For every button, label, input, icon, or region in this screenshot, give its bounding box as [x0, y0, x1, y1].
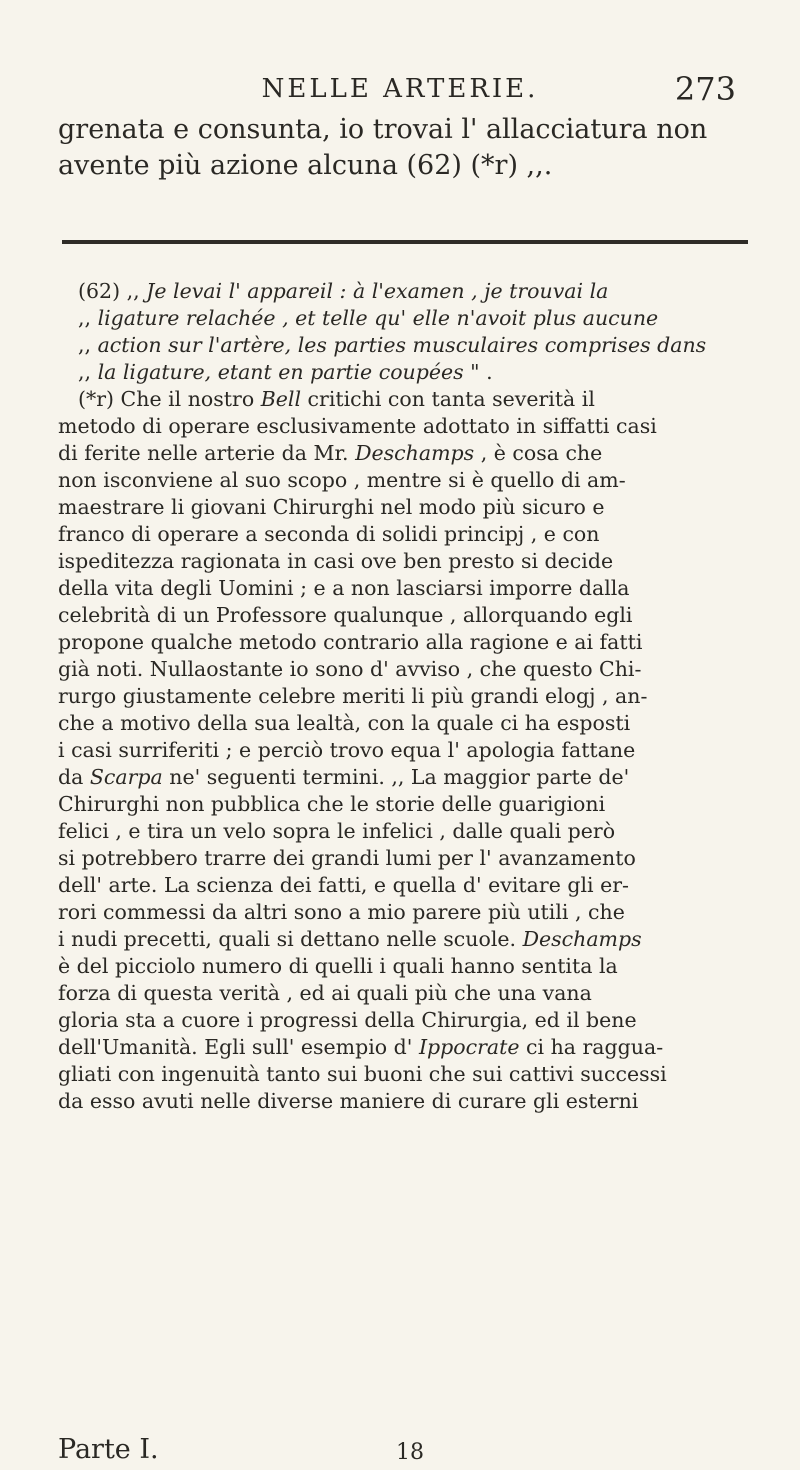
running-title: NELLE ARTERIE. [261, 74, 539, 104]
italic-text: Deschamps [355, 441, 475, 465]
footnote-line [58, 1061, 764, 1088]
text-segment: " . [463, 360, 493, 384]
footnote-line [58, 737, 764, 764]
text-segment: ,, [78, 333, 98, 357]
footnote-line [58, 980, 764, 1007]
text-segment: forza di questa verità , ed ai quali più che una vana [58, 981, 592, 1005]
footnote-line [58, 575, 764, 602]
text-segment: rurgo giustamente celebre meriti li più grandi elogj , an- [58, 684, 648, 708]
page-number: 273 [674, 70, 736, 108]
italic-text: la ligature, etant en partie coupées [97, 360, 464, 384]
footnote-line [58, 656, 764, 683]
text-segment: maestrare li giovani Chirurghi nel modo più sicuro e [58, 495, 605, 519]
footnote-line [58, 602, 764, 629]
italic-text: Scarpa [89, 765, 163, 789]
text-segment: già noti. Nullaostante io sono d' avviso , che questo Chi- [58, 657, 642, 681]
running-header [0, 70, 800, 110]
text-segment: ,, [78, 306, 98, 330]
footnote-line [58, 683, 764, 710]
text-segment: da esso avuti nelle diverse maniere di curare gli esterni [58, 1089, 639, 1113]
main-text-line: avente più azione alcuna (62) (*r) ,,. [58, 150, 553, 181]
footnote-line [58, 548, 764, 575]
footnote-line [58, 467, 764, 494]
text-segment: ci ha ragguа- [519, 1035, 664, 1059]
signature-label: Parte I. [58, 1434, 159, 1465]
footnote-line [58, 386, 764, 413]
text-segment: di ferite nelle arterie da Mr. [58, 441, 356, 465]
text-segment: che a motivo della sua lealtà, con la quale ci ha esposti [58, 711, 631, 735]
footnote-line [58, 521, 764, 548]
footnote-line [58, 332, 764, 359]
text-segment: gliati con ingenuità tanto sui buoni che sui cattivi successi [58, 1062, 667, 1086]
footnote-line [58, 278, 764, 305]
italic-text: action sur l'artère, les parties musculaires comprises dans [97, 333, 707, 357]
text-segment: ne' seguenti termini. ,, La maggior parte de' [162, 765, 630, 789]
text-segment: (62) ,, [78, 279, 147, 303]
page-footer [0, 1434, 800, 1470]
text-segment: celebrità di un Professore qualunque , allorquando egli [58, 603, 633, 627]
italic-text: Je levai l' appareil : à l'examen , je trouvai la [146, 279, 609, 303]
footnote-line [58, 818, 764, 845]
footnote-line [58, 629, 764, 656]
text-segment: i nudi precetti, quali si dettano nelle scuole. [58, 927, 523, 951]
text-segment: dell' arte. La scienza dei fatti, e quella d' evitare gli er- [58, 873, 629, 897]
footnote-line [58, 305, 764, 332]
main-text-line: grenata e consunta, io trovai l' allacciatura non [58, 114, 708, 145]
footnote-line [58, 1088, 764, 1115]
text-segment: felici , e tira un velo sopra le infelici , dalle quali però [58, 819, 616, 843]
footnote-line [58, 872, 764, 899]
footnote-line [58, 899, 764, 926]
footnote-line [58, 791, 764, 818]
text-segment: rori commessi da altri sono a mio parere più utili , che [58, 900, 625, 924]
text-segment: è del picciolo numero di quelli i quali hanno sentita la [58, 954, 618, 978]
italic-text: Bell [260, 387, 302, 411]
footnote-r [58, 386, 764, 1115]
text-segment: non isconviene al suo scopo , mentre si è quello di am- [58, 468, 626, 492]
text-segment: Chirurghi non pubblica che le storie delle guarigioni [58, 792, 606, 816]
footnote-line [58, 845, 764, 872]
footnote-line [58, 710, 764, 737]
text-segment: ispeditezza ragionata in casi ove ben presto si decide [58, 549, 614, 573]
footnote-62 [58, 278, 764, 386]
text-segment: ,, [78, 360, 98, 384]
footnote-line [58, 359, 764, 386]
footnote-line [58, 413, 764, 440]
italic-text: Ippocrate [418, 1035, 520, 1059]
footnotes [58, 278, 764, 1115]
text-segment: metodo di operare esclusivamente adottato in siffatti casi [58, 414, 657, 438]
text-segment: gloria sta a cuore i progressi della Chirurgia, ed il bene [58, 1008, 637, 1032]
text-segment: i casi surriferiti ; e perciò trovo equa l' apologia fattane [58, 738, 636, 762]
footnote-line [58, 926, 764, 953]
footnote-line [58, 1007, 764, 1034]
footnote-line [58, 440, 764, 467]
text-segment: , è cosa che [474, 441, 603, 465]
text-segment: critichi con tanta severità il [301, 387, 595, 411]
text-segment: si potrebbero trarre dei grandi lumi per l' avanzamento [58, 846, 636, 870]
main-text [58, 112, 748, 184]
text-segment: della vita degli Uomini ; e a non lasciarsi imporre dalla [58, 576, 630, 600]
text-segment: (*r) Che il nostro [78, 387, 261, 411]
footnote-line [58, 953, 764, 980]
italic-text: Deschamps [522, 927, 642, 951]
footnote-line [58, 1034, 764, 1061]
text-segment: da [58, 765, 90, 789]
italic-text: ligature relachée , et telle qu' elle n'avoit plus aucune [97, 306, 659, 330]
footnote-separator [62, 240, 748, 244]
text-segment: propone qualche metodo contrario alla ragione e ai fatti [58, 630, 643, 654]
text-segment: franco di operare a seconda di solidi principj , e con [58, 522, 600, 546]
footnote-line [58, 494, 764, 521]
footnote-line [58, 764, 764, 791]
signature-mark: 18 [396, 1440, 424, 1465]
text-segment: dell'Umanità. Egli sull' esempio d' [58, 1035, 419, 1059]
